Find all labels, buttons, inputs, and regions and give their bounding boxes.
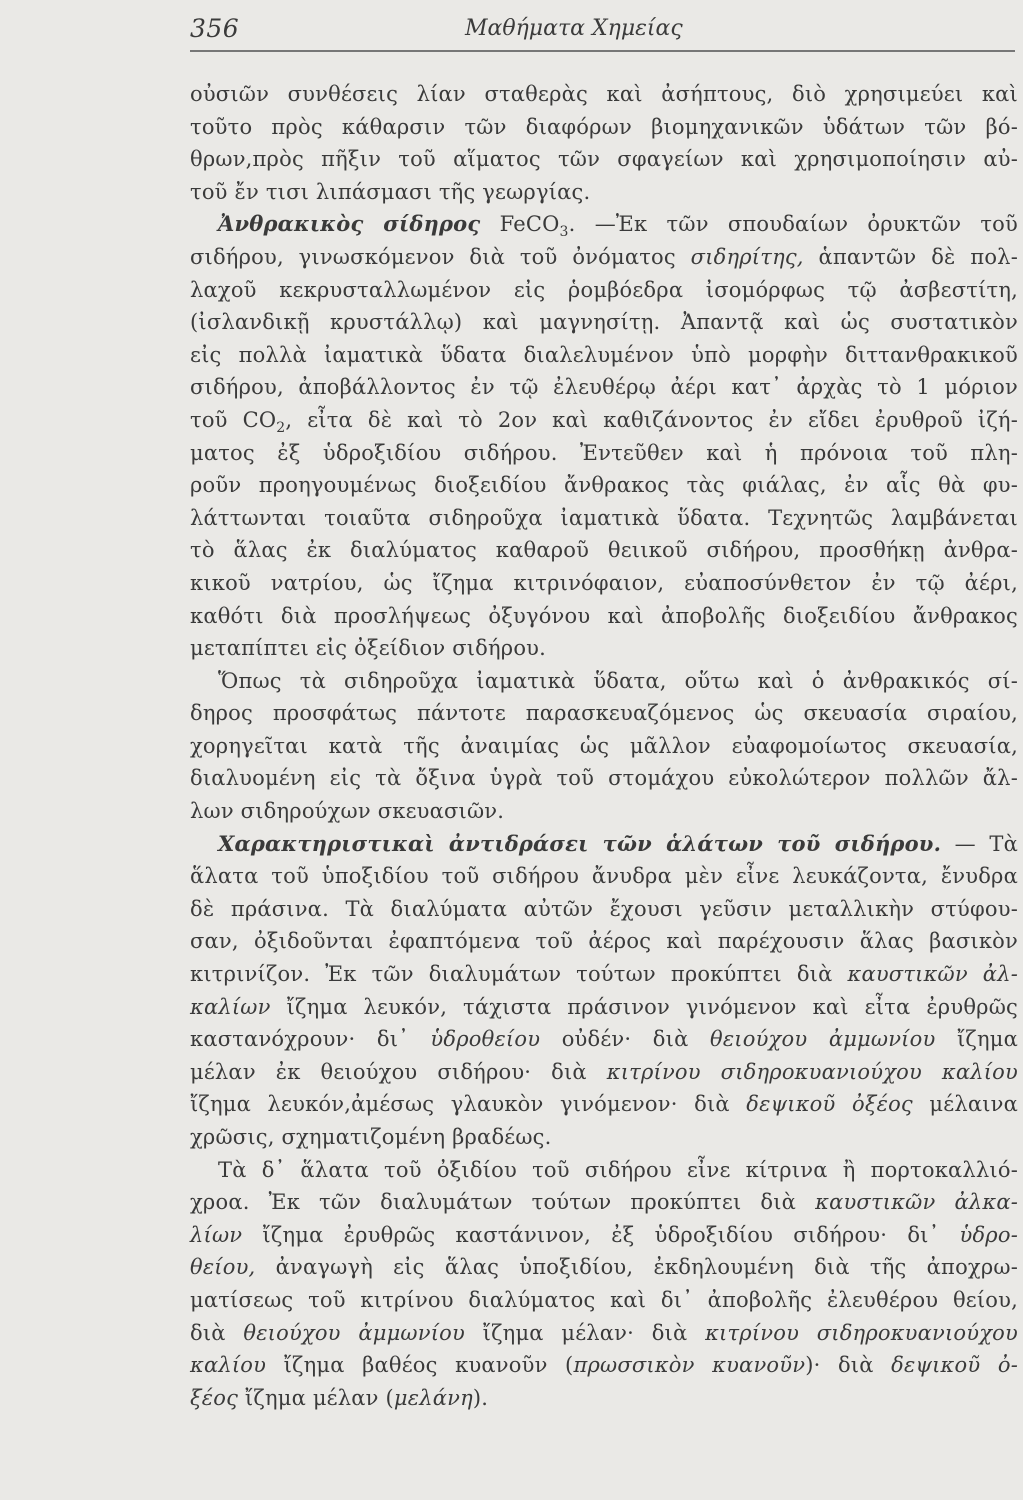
text-line: [190, 176, 1018, 209]
text-line: [190, 1317, 1018, 1350]
text-run: ἅλατα τοῦ ὑποξιδίου τοῦ σιδήρου ἄνυδρα μὲν εἶνε λευκάζοντα, ἔνυδρα: [190, 864, 1018, 889]
text-run: τὸ ἅλας ἐκ διαλύματος καθαροῦ θειικοῦ σιδήρου, προσθήκῃ ἀνθρα-: [190, 538, 1018, 563]
text-run: μέλαινα: [912, 1092, 1018, 1117]
text-line: [190, 860, 1018, 893]
italic-term: κιτρίνου σιδηροκυανιούχου: [705, 1320, 1018, 1345]
text-line: [190, 958, 1018, 991]
italic-term: πρωσσικὸν κυανοῦν: [573, 1353, 806, 1378]
text-run: ἴζημα λευκόν,ἀμέσως γλαυκὸν γινόμενον· διὰ: [190, 1092, 747, 1117]
italic-term: κιτρίνου σιδηροκυανιούχου καλίου: [606, 1059, 1018, 1084]
text-run: χροα. Ἐκ τῶν διαλυμάτων τούτων προκύπτει διὰ: [190, 1190, 816, 1215]
text-run: ροῦν προηγουμένως διοξειδίου ἄνθρακος τὰς φιάλας, ἐν αἷς θὰ φυ-: [190, 473, 1018, 498]
text-run: θρων,πρὸς πῆξιν τοῦ αἵματος τῶν σφαγείων καὶ χρησιμοποίησιν αὐ-: [190, 147, 1018, 172]
text-run: διὰ: [190, 1320, 244, 1345]
text-run: τοῦ ἔν τισι λιπάσμασι τῆς γεωργίας.: [190, 179, 591, 204]
italic-term: θειούχου ἀμμωνίου: [710, 1027, 936, 1052]
text-line: [190, 404, 1018, 437]
text-run: καστανόχρουν· δι᾽: [190, 1027, 431, 1052]
text-line: [190, 697, 1018, 730]
text-run: σιδήρου, γινωσκόμενον διὰ τοῦ ὀνόματος: [190, 244, 691, 269]
text-line: [190, 502, 1018, 535]
text-line: [190, 339, 1018, 372]
text-line: [190, 1219, 1018, 1252]
text-line: [190, 534, 1018, 567]
header-rule: [190, 50, 1015, 52]
italic-term: θειούχου ἀμμωνίου: [243, 1320, 465, 1345]
text-run: δὲ πράσινα. Τὰ διαλύματα αὐτῶν ἔχουσι γεῦσιν μεταλλικὴν στύφου-: [190, 896, 1018, 921]
text-run: , εἶτα δὲ καὶ τὸ 2ον καὶ καθιζάνοντος ἐν εἴδει ἐρυθροῦ ἰζή-: [285, 407, 1018, 432]
page-header: [190, 14, 1020, 48]
text-run: εἰς πολλὰ ἰαματικὰ ὕδατα διαλελυμένον ὑπὸ μορφὴν διττανθρακικοῦ: [190, 342, 1018, 367]
text-run: ἴζημα: [935, 1027, 1018, 1052]
text-line: [190, 1382, 1018, 1415]
text-run: λάττωνται τοιαῦτα σιδηροῦχα ἰαματικὰ ὕδατα. Τεχνητῶς λαμβάνεται: [190, 505, 1018, 530]
italic-term: δεψικοῦ ὀ-: [891, 1353, 1018, 1378]
text-run: ἀναγωγὴ εἰς ἅλας ὑποξιδίου, ἐκδηλουμένη διὰ τῆς ἀποχρω-: [255, 1255, 1018, 1280]
text-run: κιτρινίζον. Ἐκ τῶν διαλυμάτων τούτων προκύπτει διὰ: [190, 962, 848, 987]
text-line: [190, 1349, 1018, 1382]
text-line: [190, 1023, 1018, 1056]
subscript: 2: [276, 420, 286, 437]
text-run: ἴζημα λευκόν, τάχιστα πράσινον γινόμενον καὶ εἶτα ἐρυθρῶς: [270, 994, 1018, 1019]
italic-term: μελάνη: [393, 1385, 473, 1410]
text-run: ).: [472, 1385, 489, 1410]
text-line: [190, 469, 1018, 502]
text-run: ματος ἐξ ὑδροξιδίου σιδήρου. Ἐντεῦθεν καὶ ἡ πρόνοια τοῦ πλη-: [190, 440, 1018, 465]
text-run: ἴζημα μέλαν (: [238, 1385, 394, 1410]
text-run: λων σιδηρούχων σκευασιῶν.: [190, 799, 505, 824]
text-run: δηρος προσφάτως πάντοτε παρασκευαζόμενος ὡς σκευασία σιραίου,: [190, 701, 1018, 726]
text-line: [190, 1186, 1018, 1219]
italic-term: καυστικῶν ἀλκα-: [815, 1190, 1019, 1215]
text-line: [190, 567, 1018, 600]
italic-term: καλίων: [190, 994, 271, 1019]
text-line: [190, 1088, 1018, 1121]
text-line: [190, 143, 1018, 176]
italic-term: ὑδροθείου: [430, 1027, 541, 1052]
running-title: Μαθήματα Χημείας: [465, 16, 683, 41]
text-line: [190, 828, 1018, 861]
body-text: [190, 78, 1018, 1414]
text-run: σιδήρου, ἀποβάλλοντος ἐν τῷ ἐλευθέρῳ ἀέρι κατ᾽ ἀρχὰς τὸ 1 μόριον: [190, 375, 1018, 400]
text-run: ἁπαντῶν δὲ πολ-: [803, 244, 1018, 269]
text-line: [190, 991, 1018, 1024]
page-number: 356: [190, 14, 240, 43]
text-line: [190, 632, 1018, 665]
text-run: τοῦ CO: [190, 407, 277, 432]
text-line: [190, 371, 1018, 404]
text-run: Ὅπως τὰ σιδηροῦχα ἰαματικὰ ὕδατα, οὕτω καὶ ὁ ἀνθρακικός σί-: [218, 668, 1018, 693]
text-line: [190, 600, 1018, 633]
text-run: μεταπίπτει εἰς ὀξείδιον σιδήρου.: [190, 636, 547, 661]
italic-term: δεψικοῦ ὀξέος: [746, 1092, 913, 1117]
italic-term: καλίου: [190, 1353, 267, 1378]
text-run: (ἰσλανδικῇ κρυστάλλῳ) καὶ μαγνησίτῃ. Ἀπαντᾷ καὶ ὡς συστατικὸν: [190, 310, 1018, 335]
section-heading: Χαρακτηριστικαὶ ἀντιδράσει τῶν ἁλάτων τοῦ σιδήρου.: [218, 830, 942, 856]
text-line: [190, 78, 1018, 111]
text-run: Τὰ δ᾽ ἅλατα τοῦ ὀξιδίου τοῦ σιδήρου εἶνε κίτρινα ἢ πορτοκαλλιό-: [218, 1157, 1018, 1182]
text-line: [190, 274, 1018, 307]
text-run: τοῦτο πρὸς κάθαρσιν τῶν διαφόρων βιομηχανικῶν ὑδάτων τῶν βό-: [190, 114, 1018, 139]
text-line: [190, 762, 1018, 795]
text-line: [190, 1251, 1018, 1284]
text-run: ἴζημα βαθέος κυανοῦν (: [266, 1353, 574, 1378]
text-line: [190, 795, 1018, 828]
text-run: ἴζημα μέλαν· διὰ: [464, 1320, 706, 1345]
text-line: [190, 306, 1018, 339]
text-line: [190, 665, 1018, 698]
italic-term: λίων: [190, 1222, 243, 1247]
text-run: λαχοῦ κεκρυσταλλωμένον εἰς ῥομβόεδρα ἰσομόρφως τῷ ἀσβεστίτη,: [190, 277, 1018, 302]
text-run: καθότι διὰ προσλήψεως ὀξυγόνου καὶ ἀποβολῆς διοξειδίου ἄνθρακος: [190, 603, 1018, 628]
subscript: 3: [559, 224, 569, 241]
text-run: χρῶσις, σχηματιζομένη βραδέως.: [190, 1125, 552, 1149]
italic-term: ξέος: [190, 1385, 239, 1410]
text-run: )· διὰ: [805, 1353, 892, 1378]
text-line: [190, 111, 1018, 144]
text-run: — Τὰ: [941, 831, 1018, 856]
text-line: [190, 437, 1018, 470]
text-line: [190, 1154, 1018, 1187]
text-run: κικοῦ νατρίου, ὡς ἴζημα κιτρινόφαιον, εὐαποσύνθετον ἐν τῷ ἀέρι,: [190, 570, 1018, 595]
italic-term: ὑδρο-: [959, 1222, 1018, 1247]
text-run: FeCO: [480, 212, 560, 237]
text-run: ματίσεως τοῦ κιτρίνου διαλύματος καὶ δι᾽ ἀποβολῆς ἐλευθέρου θείου,: [190, 1287, 1018, 1312]
text-line: [190, 208, 1018, 241]
text-run: οὐσιῶν συνθέσεις λίαν σταθερὰς καὶ ἀσήπτους, διὸ χρησιμεύει καὶ: [190, 82, 1018, 106]
text-line: [190, 893, 1018, 926]
text-line: [190, 241, 1018, 274]
text-run: μέλαν ἐκ θειούχου σιδήρου· διὰ: [190, 1059, 607, 1084]
italic-term: σιδηρίτης,: [690, 244, 804, 269]
text-line: [190, 1056, 1018, 1089]
text-line: [190, 1121, 1018, 1154]
text-line: [190, 925, 1018, 958]
text-run: σαν, ὀξιδοῦνται ἐφαπτόμενα τοῦ ἀέρος καὶ παρέχουσιν ἅλας βασικὸν: [190, 929, 1018, 954]
text-line: [190, 1284, 1018, 1317]
text-run: ἴζημα ἐρυθρῶς καστάνινον, ἐξ ὑδροξιδίου σιδήρου· δι᾽: [242, 1222, 960, 1247]
italic-term: καυστικῶν ἀλ-: [847, 962, 1018, 987]
italic-term: θείου,: [190, 1255, 256, 1280]
text-line: [190, 730, 1018, 763]
text-run: διαλυομένη εἰς τὰ ὄξινα ὑγρὰ τοῦ στομάχου εὐκολώτερον πολλῶν ἄλ-: [190, 766, 1018, 791]
text-run: . —Ἐκ τῶν σπουδαίων ὀρυκτῶν τοῦ: [568, 212, 1018, 237]
text-run: οὐδέν· διὰ: [540, 1027, 710, 1052]
section-heading: Ἀνθρακικὸς σίδηρος: [218, 211, 481, 237]
text-run: χορηγεῖται κατὰ τῆς ἀναιμίας ὡς μᾶλλον εὐαφομοίωτος σκευασία,: [190, 733, 1018, 758]
